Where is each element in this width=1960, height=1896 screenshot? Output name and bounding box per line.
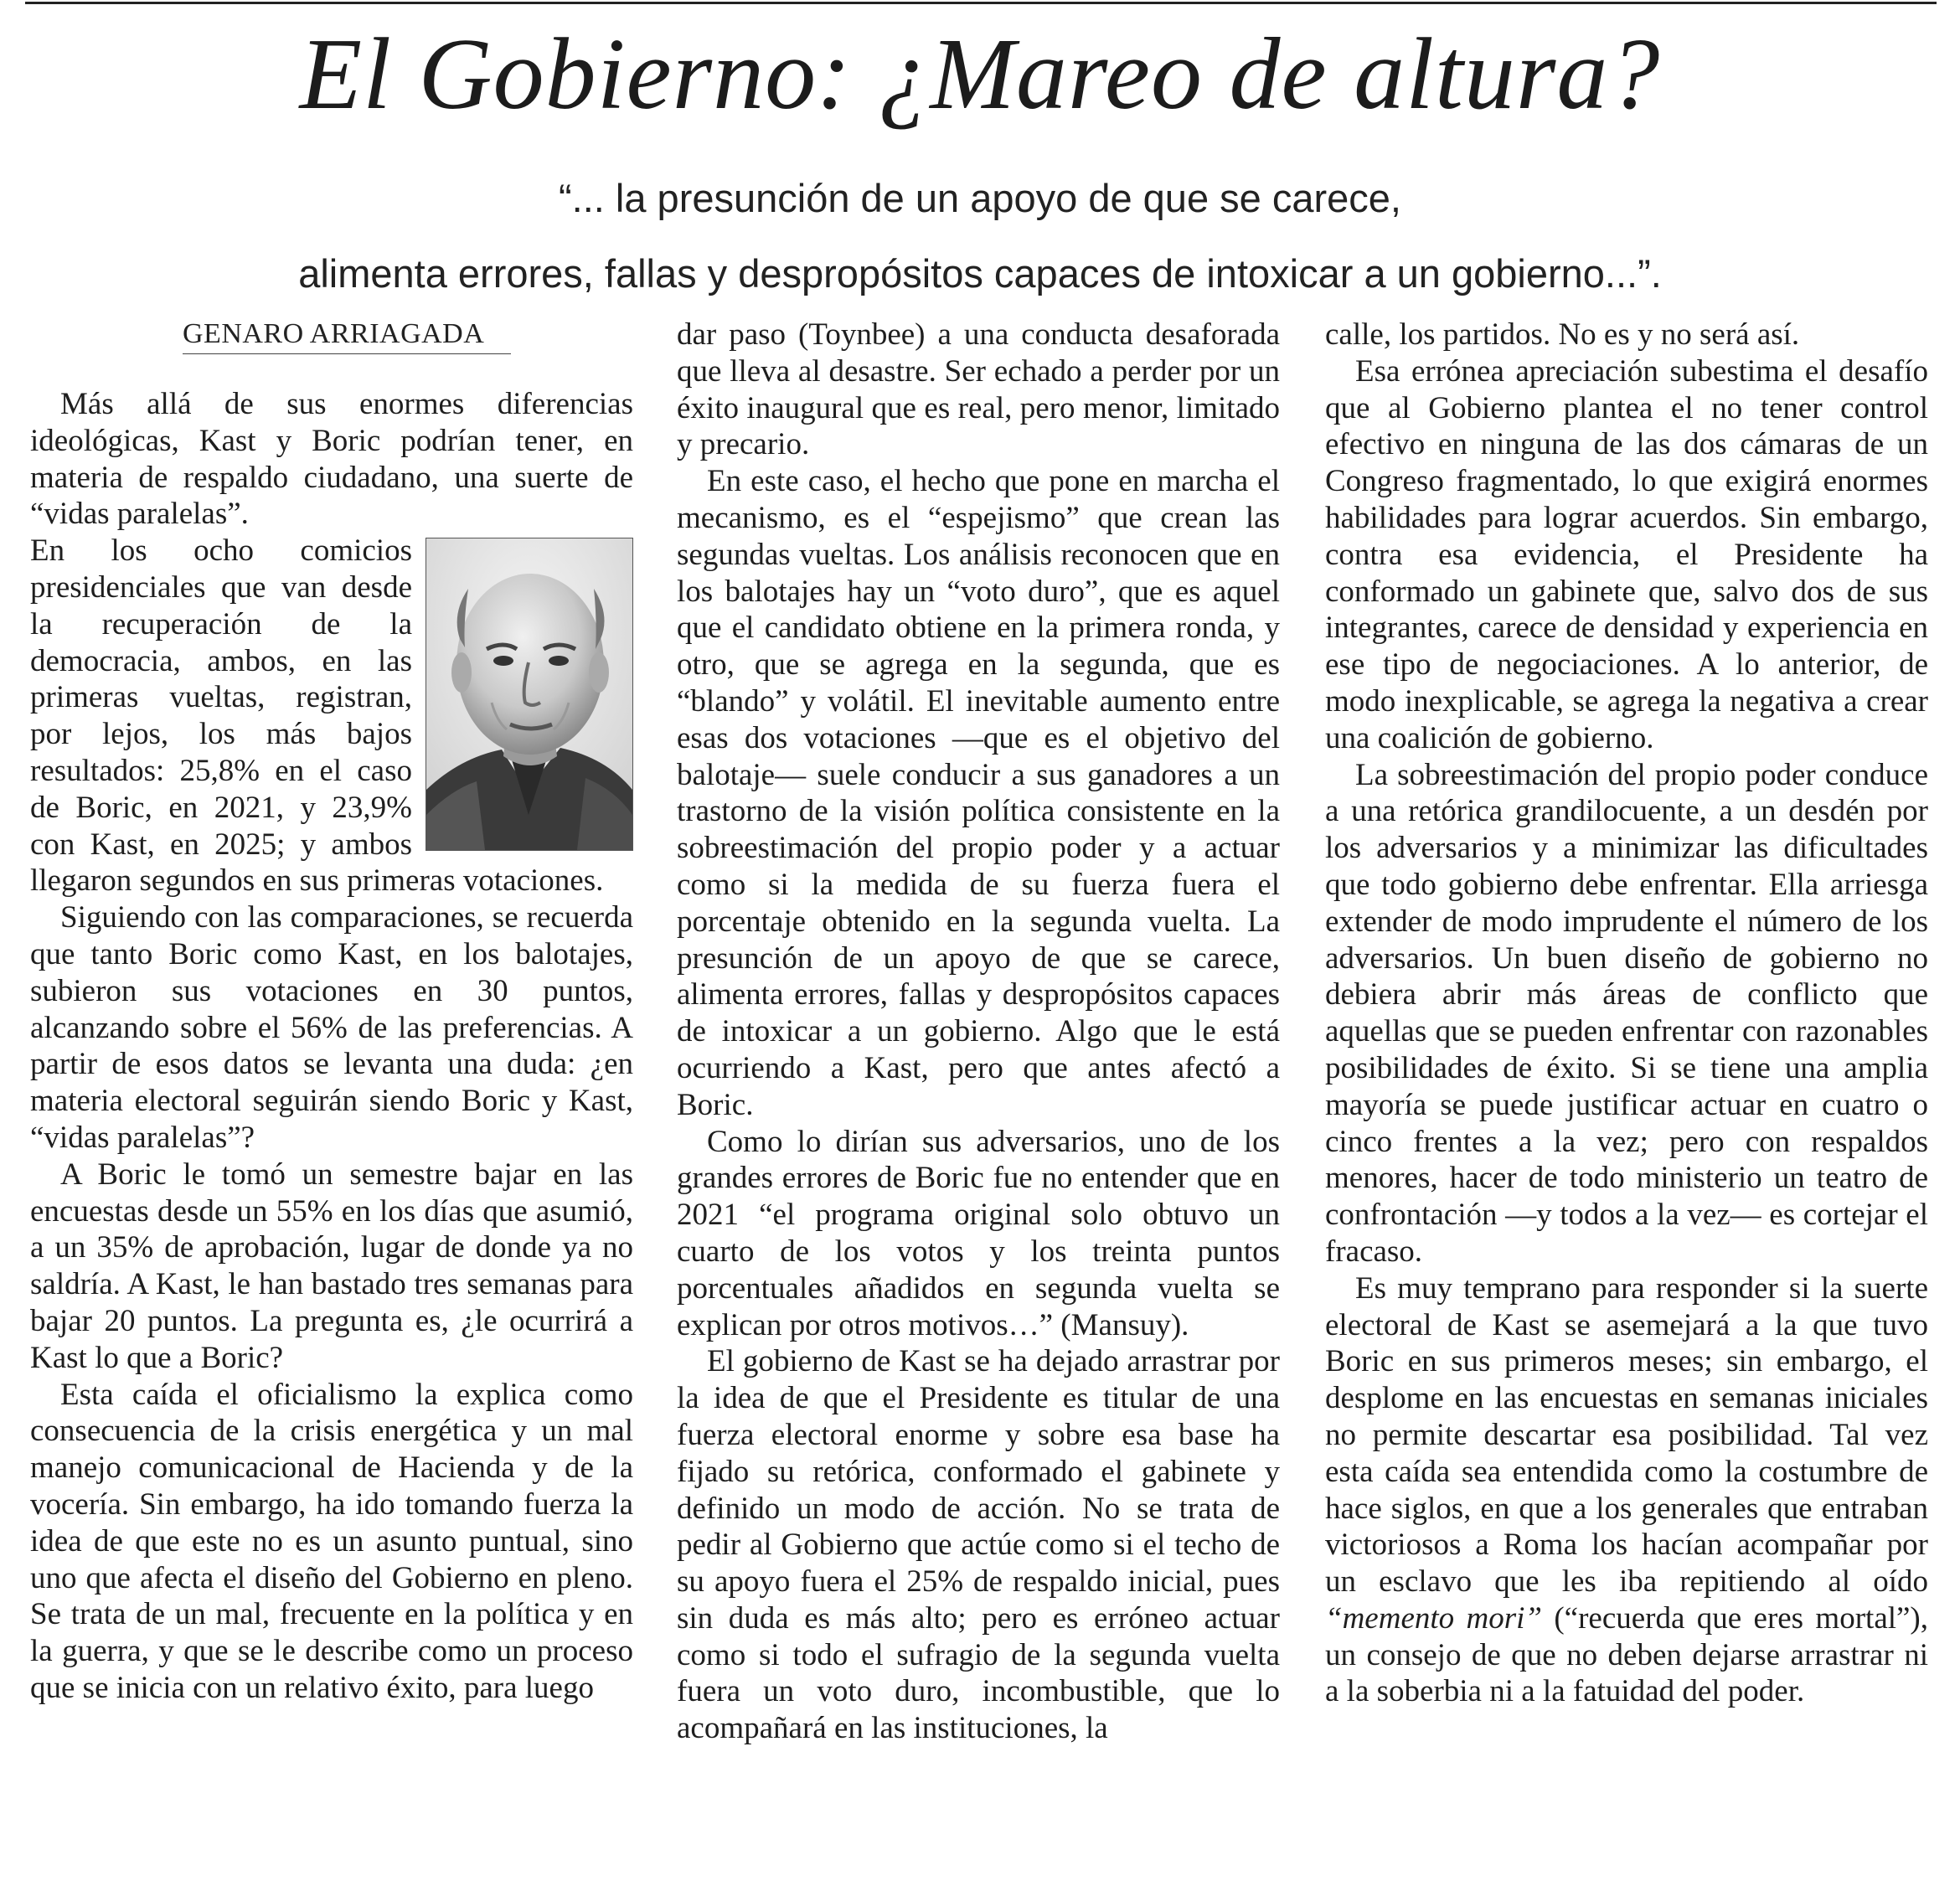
deck-line-2: alimenta errores, fallas y despropósitos capaces de intoxicar a un gobierno...”.	[298, 251, 1662, 296]
deck-line-1: “... la presunción de un apoyo de que se carece,	[559, 176, 1401, 220]
paragraph-12	[1325, 1270, 1928, 1711]
headline: El Gobierno: ¿Mareo de altura?	[299, 18, 1661, 131]
column-2	[677, 317, 1280, 1747]
column-1	[30, 317, 633, 1707]
author-portrait	[426, 538, 633, 851]
paragraph-4: Esta caída el oficialismo la explica como consecuencia de la crisis energética y un mal manejo comunicacional de Hacienda y de la vocería. Sin embargo, ha ido tomando fuerza la idea de que este no es un asunto puntual, sino uno que afecta el diseño del Gobierno en pleno. Se trata de un mal, frecuente en la política y en la guerra, y que se le describe como un proceso que se inicia con un relativo éxito, para luego	[30, 1377, 633, 1705]
deck-quote	[0, 161, 1960, 312]
paragraph-6: En este caso, el hecho que pone en marcha el mecanismo, es el “espejismo” que crean las segundas vueltas. Los análisis reconocen que en los balotajes hay un “voto duro”, que es aquel que el candidato obtiene en la primera ronda, y otro, que se agrega en la segunda, que es “blando” y volátil. El inevitable aumento entre esas dos votaciones —que es el objetivo del balotaje— suele conducir a sus ganadores a un trastorno de la visión política consistente en la sobreestimación del propio poder y a actuar como si la medida de su fuerza fuera el porcentaje obtenido en la segunda vuelta. La presunción de un apoyo de que se carece, alimenta errores, fallas y despropósitos capaces de intoxicar a un gobierno. Algo que le está ocurriendo a Kast, pero que antes afectó a Boric.	[677, 464, 1280, 1122]
paragraph-3: A Boric le tomó un semestre bajar en las encuestas desde un 55% en los días que asumió, a un 35% de aprobación, lugar de donde ya no saldría. A Kast, le han bastado tres semanas para bajar 20 puntos. La pregunta es, ¿le ocurrirá a Kast lo que a Boric?	[30, 1157, 633, 1375]
paragraph-12-text: Es muy temprano para responder si la suerte electoral de Kast se asemejará a la que tuvo Boric en sus primeros meses; sin embargo, el desplome en las encuestas en semanas iniciales no permite descartar esa posibilidad. Tal vez esta caída sea entendida como la costumbre de hace siglos, en que a los generales que entraban victoriosos a Roma los hacían acompañar por un esclavo que les iba repitiendo al oído	[1325, 1270, 1928, 1600]
byline: GENARO ARRIAGADA	[183, 317, 511, 354]
paragraph-9: calle, los partidos. No es y no será así.	[1325, 317, 1800, 352]
paragraph-12-end: (“recuerda que eres mortal”), un consejo de que no deben dejarse arrastrar ni a la soberbia ni a la fatuidad del poder.	[1325, 1600, 1929, 1709]
column-3	[1325, 317, 1928, 1710]
paragraph-1: Más allá de sus enormes diferencias ideológicas, Kast y Boric podrían tener, en materia de respaldo ciudadano, una suerte de “vidas paralelas”.	[30, 387, 633, 532]
paragraph-8: El gobierno de Kast se ha dejado arrastrar por la idea de que el Presidente es titular de una fuerza electoral enorme y sobre esa base ha fijado su retórica, conformado el gabinete y definido un modo de acción. No se trata de pedir al Gobierno que actúe como si el techo de su apoyo fuera el 25% de respaldo inicial, pues sin duda es más alto; pero es erróneo actuar como si todo el sufragio de la segunda vuelta fuera un voto duro, incombustible, que lo acompañará en las instituciones, la	[677, 1344, 1280, 1746]
paragraph-7: Como lo dirían sus adversarios, uno de los grandes errores de Boric fue no entender que en 2021 “el programa original solo obtuvo un cuarto de los votos y los treinta puntos porcentuales añadidos en segunda vuelta se explican por otros motivos…” (Mansuy).	[677, 1124, 1280, 1342]
paragraph-11: La sobreestimación del propio poder conduce a una retórica grandilocuente, a un desdén por los adversarios y a minimizar las dificultades que todo gobierno debe enfrentar. Ella arriesga extender de modo imprudente el número de los adversarios. Un buen diseño de gobierno no debiera abrir más áreas de conflicto que aquellas que se pueden enfrentar con razonables posibilidades de éxito. Si se tiene una amplia mayoría se puede justificar actuar en cuatro o cinco frentes a la vez; pero con respaldos menores, hacer de todo ministerio un teatro de confrontación —y todos a la vez— es cortejar el fracaso.	[1325, 757, 1928, 1269]
paragraph-10: Esa errónea apreciación subestima el desafío que al Gobierno plantea el no tener control efectivo en ninguna de las dos cámaras de un Congreso fragmentado, lo que exigirá enormes habilidades para lograr acuerdos. Sin embargo, contra esa evidencia, el Presidente ha conformado un gabinete que, salvo dos de sus integrantes, carece de densidad y experiencia en ese tipo de negociaciones. A lo anterior, de modo inexplicable, se agrega la negativa a crear una coalición de gobierno.	[1325, 353, 1928, 755]
paragraph-2: Siguiendo con las comparaciones, se recuerda que tanto Boric como Kast, en los balotajes, subieron sus votaciones en 30 puntos, alcanzando sobre el 56% de las preferencias. A partir de esos datos se levanta una duda: ¿en materia electoral seguirán siendo Boric y Kast, “vidas paralelas”?	[30, 900, 633, 1155]
top-rule	[25, 2, 1937, 4]
paragraph-1b: En los ocho comicios presidenciales que van desde la recuperación de la democracia, ambos, en las primeras vueltas, registran, por lejos, los más bajos resultados: 25,8% en el caso de Boric, en 2021, y 23,9% con Kast, en 2025; y ambos llegaron segundos en sus primeras votaciones.	[30, 533, 604, 899]
paragraph-5: dar paso (Toynbee) a una conducta desaforada que lleva al desastre. Ser echado a perder por un éxito inaugural que es real, pero menor, limitado y precario.	[677, 317, 1280, 462]
latin-phrase: “memento mori”	[1325, 1600, 1542, 1636]
author-portrait-image	[426, 538, 632, 850]
